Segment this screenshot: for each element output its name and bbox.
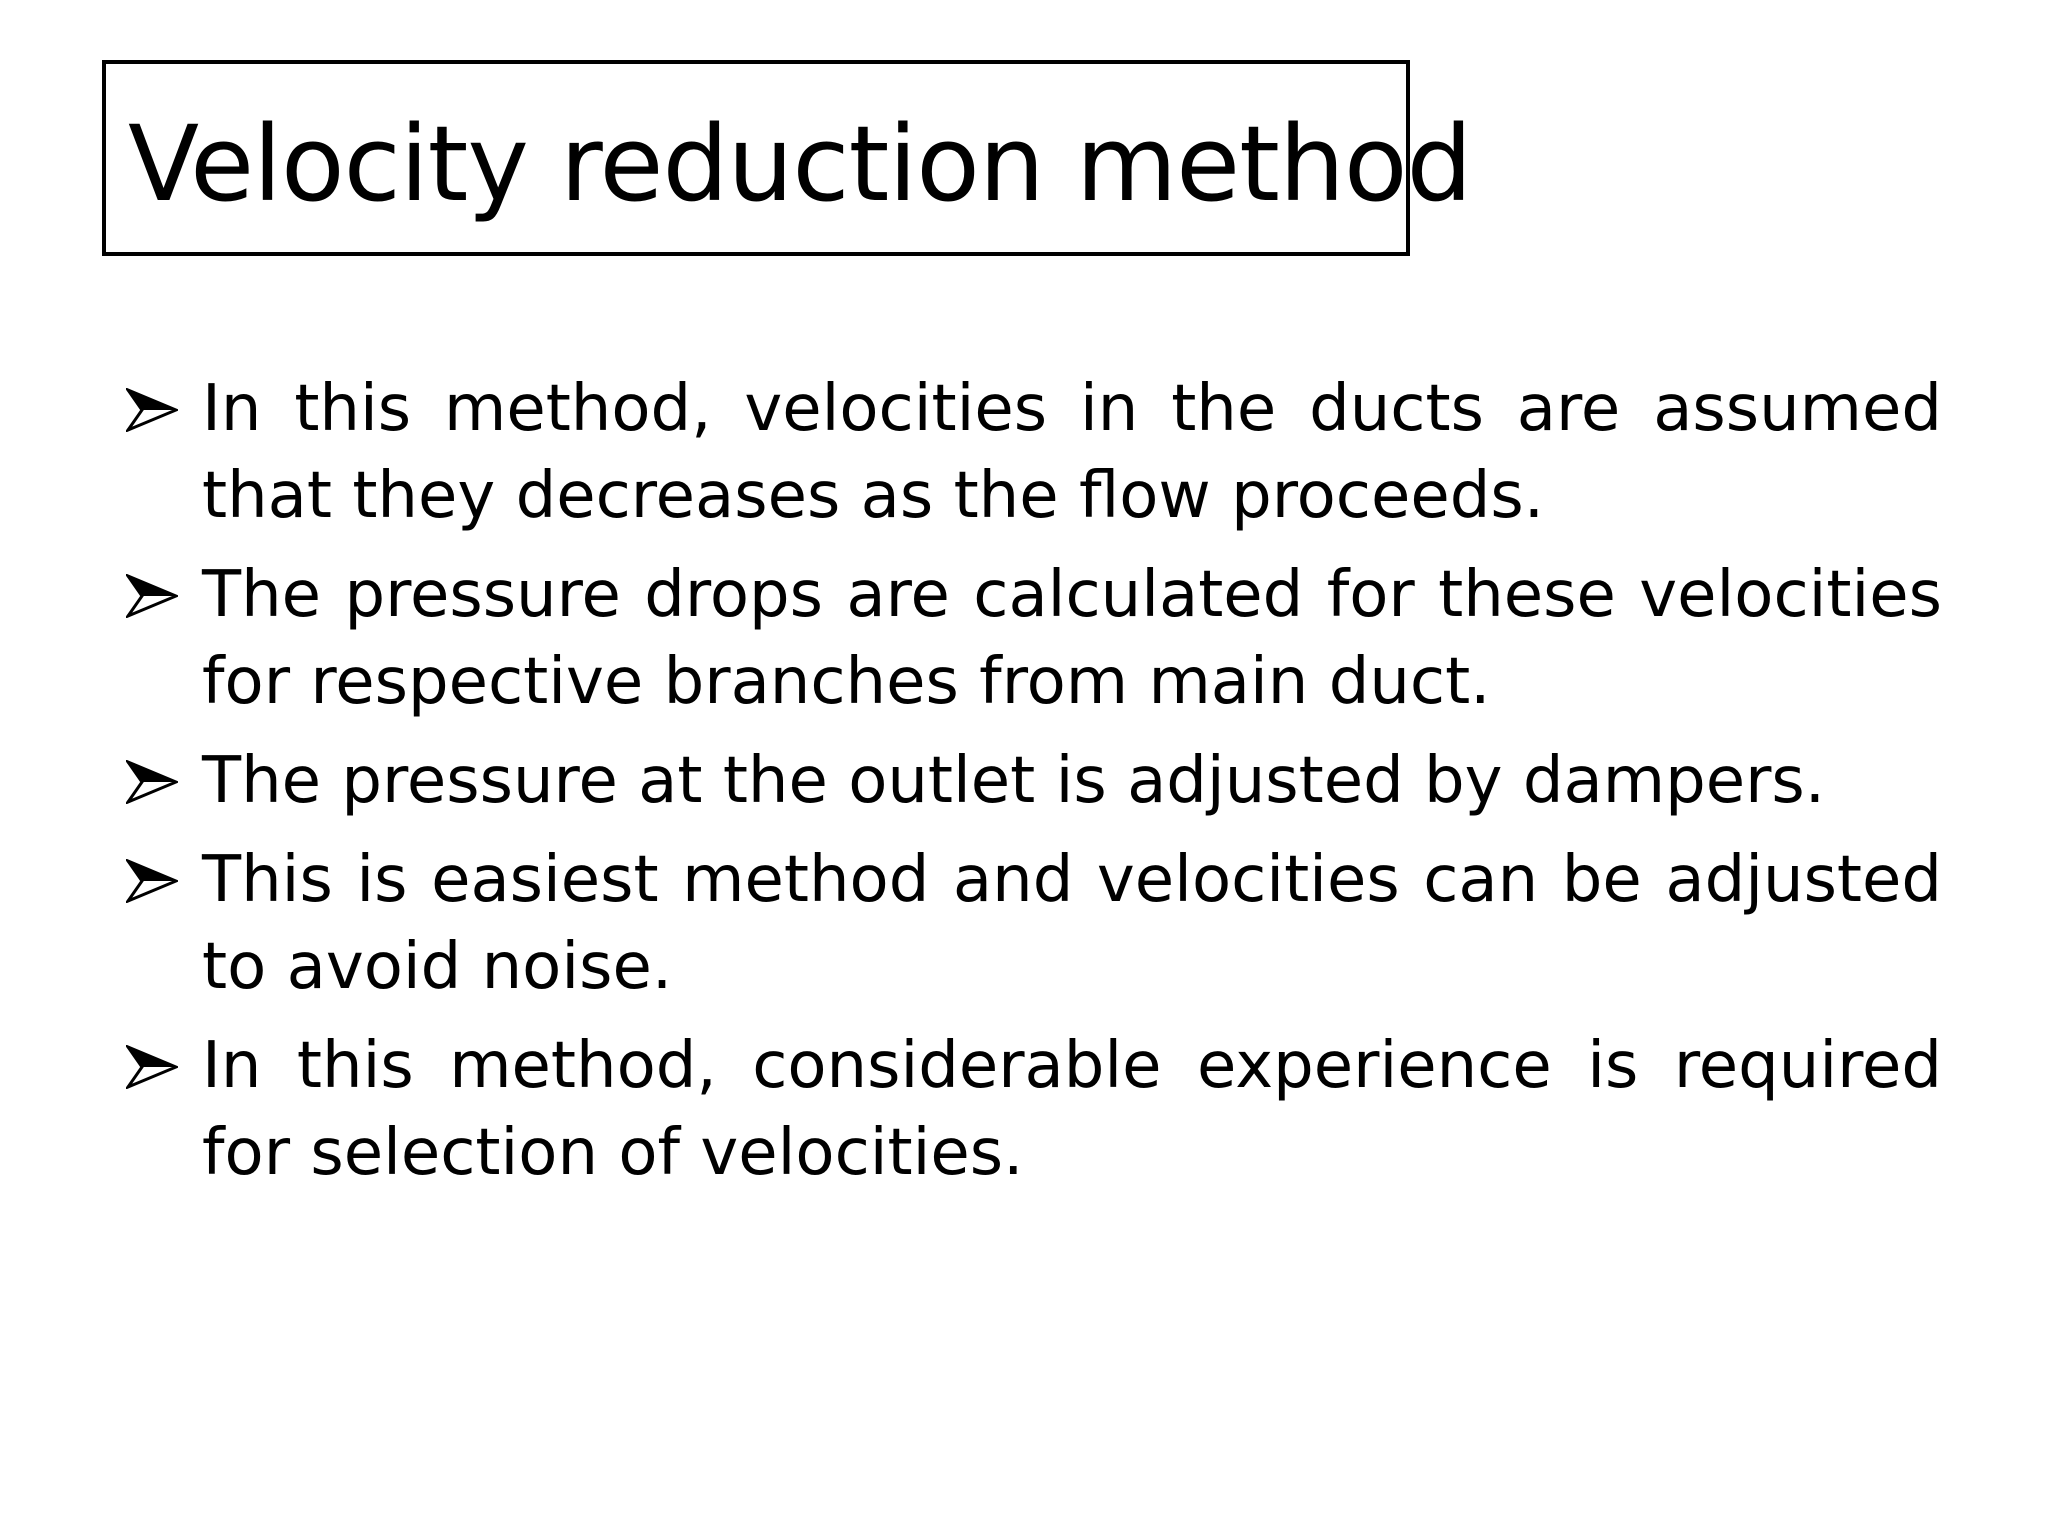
arrowhead-bullet-icon [126,388,178,432]
bullet-item [126,738,1942,825]
arrowhead-bullet-icon [126,574,178,618]
bullet-text: The pressure at the outlet is adjusted by dampers. [202,744,1826,818]
bullet-list [126,366,1942,1209]
bullet-text: In this method, considerable experience is required for selection of velocities. [202,1029,1942,1190]
bullet-item [126,552,1942,726]
arrowhead-bullet-icon [126,760,178,804]
bullet-item [126,1023,1942,1197]
arrowhead-bullet-icon [126,859,178,903]
bullet-text: This is easiest method and velocities can be adjusted to avoid noise. [202,843,1942,1004]
bullet-text: The pressure drops are calculated for these velocities for respective branches from main duct. [202,558,1942,719]
title-box [102,60,1472,256]
bullet-item [126,837,1942,1011]
slide-title: Velocity reduction method [128,103,1472,225]
bullet-item [126,366,1942,540]
bullet-text: In this method, velocities in the ducts are assumed that they decreases as the flow proceeds. [202,372,1942,533]
arrowhead-bullet-icon [126,1045,178,1089]
